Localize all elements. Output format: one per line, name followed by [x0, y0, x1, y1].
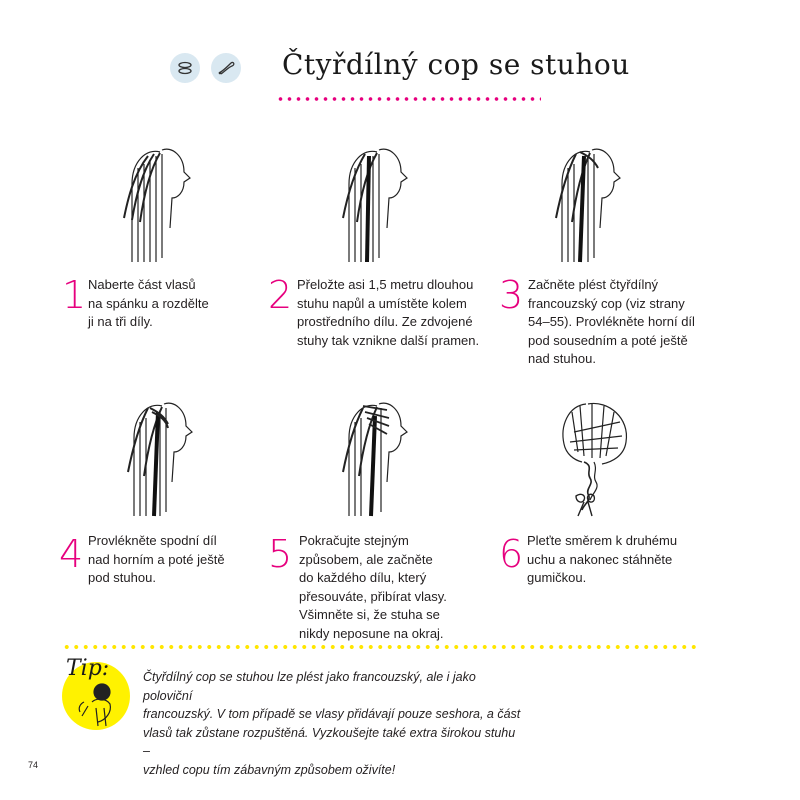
step-5-line-6: nikdy neposune na okraj. — [299, 625, 444, 641]
step-4-line-2: nad horním a poté ještě — [88, 551, 225, 567]
step-2-line-1: Přeložte asi 1,5 metru dlouhou — [297, 277, 474, 292]
tip-label: Tip: — [66, 656, 110, 681]
step-number-1: 1 — [62, 273, 87, 317]
step-1-line-1: Naberte část vlasů — [88, 277, 196, 292]
tip-line-3: vlasů tak zůstane rozpuštěná. Vyzkoušejte také extra širokou stuhu – — [143, 725, 516, 758]
illustration-step-2 — [333, 138, 423, 268]
step-5-line-3: do každého dílu, který — [299, 570, 427, 585]
step-6-line-1: Pleťte směrem k druhému — [527, 533, 678, 548]
step-1-line-2: na spánku a rozdělte — [88, 295, 209, 311]
step-text-6 — [527, 532, 727, 588]
step-number-2: 2 — [268, 273, 293, 317]
step-2-line-2: stuhu napůl a umístěte kolem — [297, 295, 467, 311]
bobby-pin-icon — [211, 53, 241, 83]
tip-line-4: vzhled copu tím zábavným způsobem oživíte! — [143, 762, 396, 777]
step-5-line-5: Všimněte si, že stuha se — [299, 607, 440, 622]
step-text-2 — [297, 276, 497, 350]
tip-line-1: Čtyřdílný cop se stuhou lze plést jako francouzský, ale i jako poloviční — [143, 670, 476, 703]
step-3-line-2: francouzský cop (viz strany — [528, 295, 685, 311]
step-6-line-3: gumičkou. — [527, 570, 587, 585]
step-3-line-3: 54–55). Provlékněte horní díl — [528, 314, 695, 329]
step-5-line-4: přesouváte, přibírat vlasy. — [299, 588, 447, 604]
step-text-5 — [299, 532, 489, 643]
page-title: Čtyřdílný cop se stuhou — [282, 48, 630, 81]
step-number-4: 4 — [59, 532, 84, 576]
step-number-3: 3 — [499, 273, 524, 317]
step-text-4 — [88, 532, 268, 588]
step-3-line-4: pod sousedním a poté ještě — [528, 332, 688, 348]
illustration-step-5 — [333, 392, 423, 522]
step-3-line-1: Začněte plést čtyřdílný — [528, 277, 659, 292]
step-text-3 — [528, 276, 728, 369]
illustration-step-4 — [118, 392, 208, 522]
step-number-6: 6 — [499, 532, 524, 576]
step-5-line-1: Pokračujte stejným — [299, 533, 409, 548]
step-2-line-4: stuhy tak vznikne další pramen. — [297, 332, 480, 348]
tip-text — [143, 668, 523, 779]
step-1-line-3: ji na tři díly. — [88, 314, 153, 329]
step-4-line-1: Provlékněte spodní díl — [88, 533, 217, 548]
tip-line-2: francouzský. V tom případě se vlasy přidávají pouze seshora, a část — [143, 707, 521, 721]
step-3-line-5: nad stuhou. — [528, 351, 596, 366]
step-6-line-2: uchu a nakonec stáhněte — [527, 551, 673, 567]
tip-divider-dots — [62, 644, 698, 650]
title-underline-dots — [276, 96, 541, 102]
step-4-line-3: pod stuhou. — [88, 570, 156, 585]
step-text-1 — [88, 276, 263, 332]
illustration-step-6 — [548, 392, 638, 522]
illustration-step-1 — [118, 138, 208, 268]
step-number-5: 5 — [268, 532, 293, 576]
illustration-step-3 — [546, 138, 636, 268]
page-number: 74 — [28, 760, 39, 770]
hair-elastic-icon — [170, 53, 200, 83]
step-2-line-3: prostředního dílu. Ze zdvojené — [297, 314, 473, 329]
step-5-line-2: způsobem, ale začněte — [299, 551, 433, 567]
